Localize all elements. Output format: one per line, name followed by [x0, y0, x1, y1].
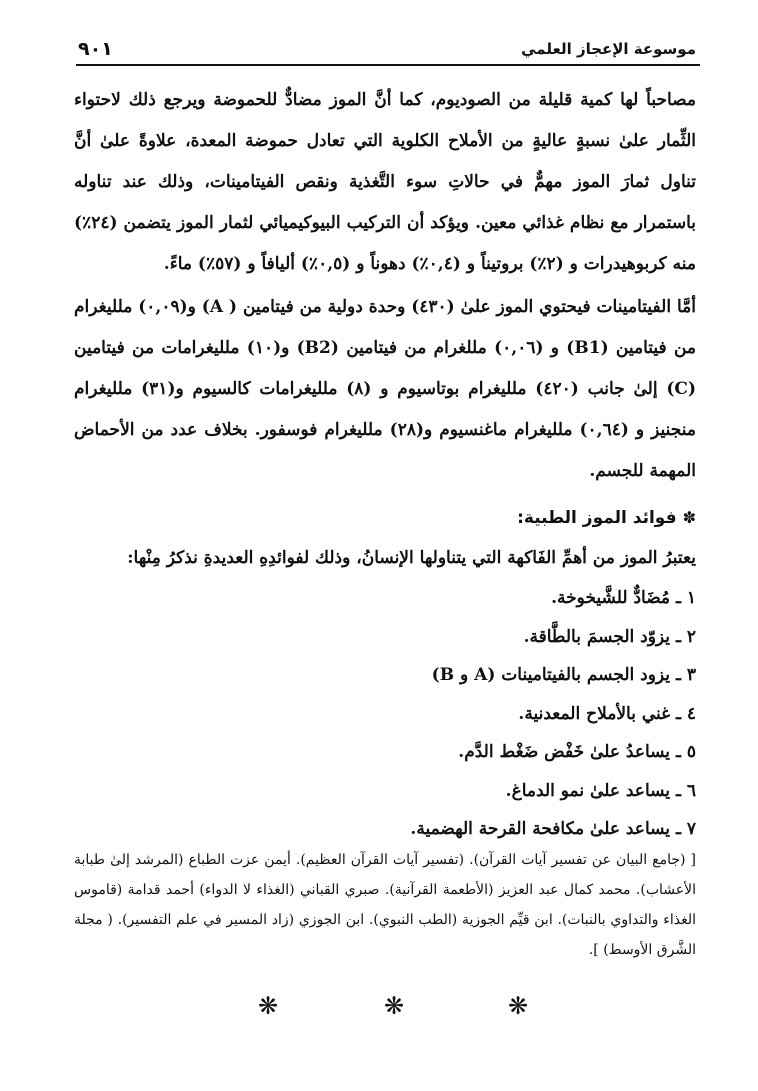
list-item: ٤ ـ غني بالأملاح المعدنية. — [518, 703, 696, 724]
separator-asterisk-icon: ❋ — [384, 992, 405, 1020]
list-item: ١ ـ مُضَادٌّ للشَّيخوخة. — [551, 588, 696, 608]
section-heading — [74, 498, 696, 538]
references-block — [74, 845, 696, 965]
benefits-list — [74, 579, 696, 849]
paragraph-vitamins: أمَّا الفيتامينات فيحتوي الموز علىٰ (٤٣٠) وحدة دولية من فيتامين ( A) و(٠,٠٩) ملليغرام من فيتامين (B1) و (٠,٠٦) مللغرام من فيتامين (B2) و(١٠) ملليغرامات من فيتامين (C) إلىٰ جانب (٤٢٠) ملليغرام بوتاسيوم و (٨) ملليغرامات كالسيوم و(٣١) ملليغرام منجنيز و (٠,٦٤) ملليغرام ماغنسيوم و(٢٨) ملليغرام فوسفور. بخلاف عدد من الأحماض المهمة للجسم. — [74, 297, 696, 481]
section-heading-text: فوائد الموز الطبية: — [517, 508, 677, 528]
asterisk-flower-icon: ✽ — [682, 508, 696, 527]
benefits-intro: يعتبرُ الموز من أهمِّ الفَاكهة التي يتناولها الإنسانُ، وذلك لفوائدِهِ العديدةِ نذكرُ مِنْها: — [127, 548, 696, 568]
separator-asterisk-icon: ❋ — [508, 992, 529, 1020]
paragraph-composition: مصاحباً لها كمية قليلة من الصوديوم، كما أنَّ الموز مضادٌّ للحموضة ويرجع ذلك لاحتواء الثِّمار علىٰ نسبةٍ عاليةٍ من الأملاح الكلوية التي تعادل حموضة المعدة، علاوةً علىٰ أنَّ تناول ثمارَ الموز مهمٌّ في حالاتِ سوء التَّغذية ونقص الفيتامينات، وذلك عند تناوله باستمرار مع نظام غذائي معين. ويؤكد أن التركيب البيوكيميائي لثمار الموز يتضمن (٢٤٪) منه كربوهيدرات و (٢٪) بروتيناً و (٠,٤٪) دهوناً و (٠,٥٪) أليافاً و (٥٧٪) ماءً. — [74, 90, 696, 274]
separator-asterisk-icon: ❋ — [258, 992, 279, 1020]
references-text: [ (جامع البيان عن تفسير آيات القرآن). (تفسير آيات القرآن العظيم). أيمن عزت الطباع (المرشد إلىٰ طبابة الأعشاب). محمد كمال عبد العزيز (الأطعمة القرآنية). صبري القباني (الغذاء لا الدواء) أحمد قدامة (قاموس الغذاء والتداوي بالنبات). ابن قيِّم الجوزية (الطب النبوي). ابن الجوزي (زاد المسير في علم التفسير). ( مجلة الشَّرق الأوسط) ]. — [74, 852, 696, 958]
section-separator — [0, 992, 758, 1022]
main-text — [74, 80, 696, 849]
list-item: ٣ ـ يزود الجسم بالفيتامينات (A و B) — [431, 665, 696, 685]
header-rule — [76, 64, 700, 66]
page-number: ٩٠١ — [78, 38, 113, 60]
list-item: ٦ ـ يساعد علىٰ نمو الدماغ. — [505, 780, 696, 801]
list-item: ٢ ـ يزوّد الجسمَ بالطَّاقة. — [523, 626, 696, 647]
page-header — [76, 36, 700, 66]
list-item: ٥ ـ يساعدُ علىٰ خَفْض ضَغْط الدَّم. — [458, 742, 696, 762]
running-title: موسوعة الإعجاز العلمي — [521, 40, 696, 58]
list-item: ٧ ـ يساعد علىٰ مكافحة القرحة الهضمية. — [410, 819, 696, 839]
